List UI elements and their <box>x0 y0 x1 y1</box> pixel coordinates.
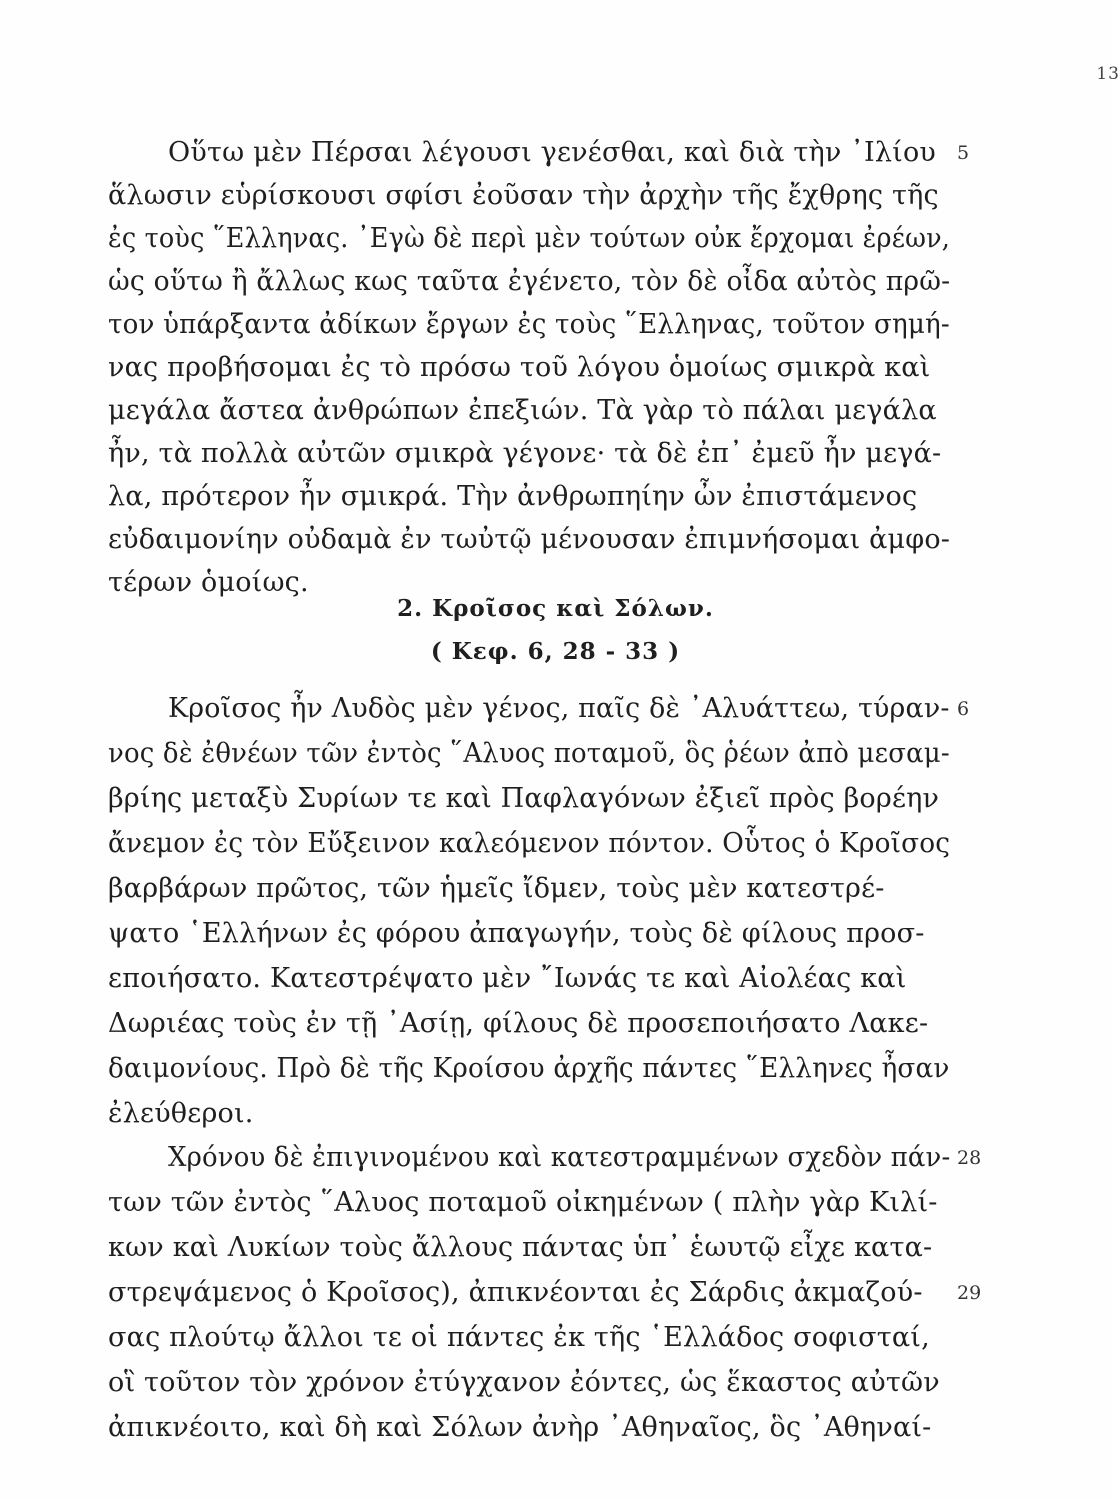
text-line: τέρων ὁμοίως. <box>108 567 309 598</box>
text-line: ἐλεύθεροι. <box>108 1098 254 1129</box>
text-line: Χρόνου δὲ ἐπιγινομένου καὶ κατεστραμμένων σχεδὸν πάν- <box>168 1142 951 1173</box>
text-line: ἦν, τὰ πολλὰ αὐτῶν σμικρὰ γέγονε· τὰ δὲ ἐπ᾿ ἐμεῦ ἦν μεγά- <box>108 438 942 469</box>
margin-line-number: 29 <box>957 1282 982 1304</box>
text-line: λα, πρότερον ἦν σμικρά. Τὴν ἀνθρωπηίην ὦν ἐπιστάμενος <box>108 481 918 512</box>
text-line: τον ὑπάρξαντα ἀδίκων ἔργων ἐς τοὺς ῞Ελληνας, τοῦτον σημή- <box>108 309 950 340</box>
text-line: των τῶν ἐντὸς ῞Αλυος ποταμοῦ οἰκημένων ( πλὴν γὰρ Κιλί- <box>108 1187 938 1218</box>
text-line: μεγάλα ἄστεα ἀνθρώπων ἐπεξιών. Τὰ γὰρ τὸ πάλαι μεγάλα <box>108 395 937 426</box>
section-subheading: ( Κεφ. 6, 28 - 33 ) <box>430 638 681 665</box>
text-line: ψατο ῾Ελλήνων ἐς φόρου ἀπαγωγήν, τοὺς δὲ φίλους προσ- <box>108 918 925 949</box>
text-line: ἄνεμον ἐς τὸν Εὔξεινον καλεόμενον πόντον. Οὗτος ὁ Κροῖσος <box>108 828 951 859</box>
text-line: εποιήσατο. Κατεστρέψατο μὲν ῎Ιωνάς τε καὶ Αἰολέας καὶ <box>108 963 907 994</box>
section-heading: 2. Κροῖσος καὶ Σόλων. <box>397 595 714 622</box>
text-line: δαιμονίους. Πρὸ δὲ τῆς Κροίσου ἀρχῆς πάντες ῞Ελληνες ἦσαν <box>108 1053 950 1084</box>
text-line: νος δὲ ἐθνέων τῶν ἐντὸς ῞Αλυος ποταμοῦ, ὃς ῥέων ἀπὸ μεσαμ- <box>108 738 950 769</box>
text-line: οἳ τοῦτον τὸν χρόνον ἐτύγχανον ἐόντες, ὡς ἕκαστος αὐτῶν <box>108 1367 940 1398</box>
margin-line-number: 5 <box>957 142 970 164</box>
page-number: 13 <box>1096 64 1120 84</box>
text-line: βαρβάρων πρῶτος, τῶν ἡμεῖς ἴδμεν, τοὺς μὲν κατεστρέ- <box>108 873 885 904</box>
margin-line-number: 6 <box>957 698 970 720</box>
text-line: βρίης μεταξὺ Συρίων τε καὶ Παφλαγόνων ἐξιεῖ πρὸς βορέην <box>108 783 940 814</box>
text-line: Κροῖσος ἦν Λυδὸς μὲν γένος, παῖς δὲ ᾿Αλυάττεω, τύραν- <box>168 693 950 724</box>
text-line: σας πλούτῳ ἄλλοι τε οἱ πάντες ἐκ τῆς ῾Ελλάδος σοφισταί, <box>108 1322 930 1353</box>
text-line: Δωριέας τοὺς ἐν τῇ ᾿Ασίῃ, φίλους δὲ προσεποιήσατο Λακε- <box>108 1008 929 1039</box>
margin-line-number: 28 <box>957 1147 982 1169</box>
text-line: νας προβήσομαι ἐς τὸ πρόσω τοῦ λόγου ὁμοίως σμικρὰ καὶ <box>108 352 931 383</box>
text-line: στρεψάμενος ὁ Κροῖσος), ἀπικνέονται ἐς Σάρδις ἀκμαζού- <box>108 1277 923 1308</box>
text-line: ἀπικνέοιτο, καὶ δὴ καὶ Σόλων ἀνὴρ ᾿Αθηναῖος, ὃς ᾿Αθηναί- <box>108 1412 932 1443</box>
text-line: εὐδαιμονίην οὐδαμὰ ἐν τωὐτῷ μένουσαν ἐπιμνήσομαι ἀμφο- <box>108 524 951 555</box>
text-line: ὡς οὕτω ἢ ἄλλως κως ταῦτα ἐγένετο, τὸν δὲ οἶδα αὐτὸς πρῶ- <box>108 266 951 297</box>
text-line: κων καὶ Λυκίων τοὺς ἄλλους πάντας ὑπ᾿ ἑωυτῷ εἶχε κατα- <box>108 1232 933 1263</box>
text-line: ἅλωσιν εὑρίσκουσι σφίσι ἐοῦσαν τὴν ἀρχὴν τῆς ἔχθρης τῆς <box>108 180 939 211</box>
text-line: Οὕτω μὲν Πέρσαι λέγουσι γενέσθαι, καὶ διὰ τὴν ᾿Ιλίου <box>168 137 937 168</box>
text-line: ἐς τοὺς ῞Ελληνας. ᾿Εγὼ δὲ περὶ μὲν τούτων οὐκ ἔρχομαι ἐρέων, <box>108 223 951 254</box>
